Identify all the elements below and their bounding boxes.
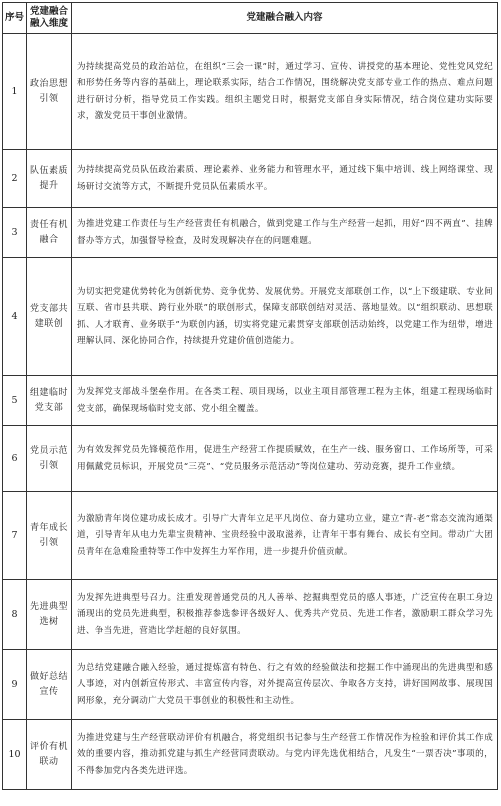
row-dimension: 组建临时党支部 (27, 376, 72, 426)
header-dimension: 党建融合融入维度 (27, 3, 72, 34)
row-content: 为发挥党支部战斗堡垒作用。在各类工程、项目现场，以业主项目部管理工程为主体，组建工程现场临时党支部，确保现场临时党支部、党小组全覆盖。 (72, 376, 498, 426)
row-dimension: 责任有机融合 (27, 208, 72, 258)
row-dimension: 队伍素质提升 (27, 150, 72, 208)
row-num: 10 (3, 720, 27, 790)
table-row (3, 208, 498, 258)
row-dimension: 党员示范引领 (27, 426, 72, 492)
row-content: 为推进党建工作责任与生产经营责任有机融合，做到党建工作与生产经营一起抓，用好“四不两直”、挂牌督办等方式，加强督导检查，及时发现解决存在的问题难题。 (72, 208, 498, 258)
row-content: 为激励青年岗位建功成长成才。引导广大青年立足平凡岗位、奋力建功立业，建立“青-老”常态交流沟通渠道，引导青年从电力先辈宝贵精神、宝贵经验中汲取滋养，让青年干事有舞台、成长有空间。带动广大团员青年在急难险重特等工作中发挥生力军作用，进一步提升价值贡献。 (72, 492, 498, 580)
table-row (3, 720, 498, 790)
table-row (3, 150, 498, 208)
row-dimension: 先进典型选树 (27, 580, 72, 650)
row-dimension: 青年成长引领 (27, 492, 72, 580)
table-row (3, 650, 498, 720)
row-content: 为推进党建与生产经营联动评价有机融合，将党组织书记参与生产经营工作情况作为检验和评价其工作成效的重要内容，推动抓党建与抓生产经营同责联动。与党内评先选优相结合，凡发生“一票否决”事项的，不得参加党内各类先进评选。 (72, 720, 498, 790)
row-dimension: 政治思想引领 (27, 34, 72, 150)
row-num: 8 (3, 580, 27, 650)
row-num: 9 (3, 650, 27, 720)
row-dimension: 做好总结宣传 (27, 650, 72, 720)
table-row (3, 34, 498, 150)
header-content: 党建融合融入内容 (72, 3, 498, 34)
row-num: 3 (3, 208, 27, 258)
header-row (3, 3, 498, 34)
row-content: 为持续提高党员队伍政治素质、理论素养、业务能力和管理水平，通过线下集中培训、线上网络课堂、现场研讨交流等方式，不断提升党员队伍素质水平。 (72, 150, 498, 208)
table-row (3, 376, 498, 426)
header-num: 序号 (3, 3, 27, 34)
table-row (3, 426, 498, 492)
row-num: 1 (3, 34, 27, 150)
table-row (3, 258, 498, 376)
row-content: 为有效发挥党员先锋模范作用，促进生产经营工作提质赋效，在生产一线、服务窗口、工作场所等，可采用佩戴党员标识，开展党员“三亮”、“党员服务示范活动”等岗位建功、劳动竞赛，提升工作业绩。 (72, 426, 498, 492)
table-row (3, 580, 498, 650)
row-num: 7 (3, 492, 27, 580)
row-num: 2 (3, 150, 27, 208)
table-row (3, 492, 498, 580)
row-content: 为发挥先进典型号召力。注重发现普通党员的凡人善举、挖掘典型党员的感人事迹，广泛宣传在职工身边涌现出的党员先进典型，积极推荐参选参评各级好人、优秀共产党员、先进工作者，激励职工群众学习先进、争当先进，营造比学赶超的良好氛围。 (72, 580, 498, 650)
row-content: 为持续提高党员的政治站位，在组织“三会一课”时，通过学习、宣传、讲授党的基本理论、党性党风党纪和形势任务等内容的基础上，理论联系实际，结合工作情况，围绕解决党支部专业工作的热点、难点问题进行研讨分析，指导党员工作实践。组织主题党日时，根据党支部自身实际情况，结合岗位建功实际要求，激发党员干事创业激情。 (72, 34, 498, 150)
row-num: 5 (3, 376, 27, 426)
integration-table (2, 2, 498, 790)
row-dimension: 党支部共建联创 (27, 258, 72, 376)
row-content: 为总结党建融合融入经验，通过提炼富有特色、行之有效的经验做法和挖掘工作中涌现出的先进典型和感人事迹，对内创新宣传形式、丰富宣传内容，对外提高宣传层次、争取各方支持，讲好国网故事、展现国网形象，充分调动广大党员干事创业的积极性和主动性。 (72, 650, 498, 720)
row-content: 为切实把党建优势转化为创新优势、竞争优势、发展优势。开展党支部联创工作，以“上下级建联、专业间互联、省市县共联、跨行业外联”的联创形式，保障支部联创结对灵活、落地显效。以“组织联动、思想联抓、人才联育、业务联手”为联创内涵，切实将党建元素贯穿支部联创活动始终，以党建工作为纽带，增进理解认同、深化协同合作，持续提升党建价值创造能力。 (72, 258, 498, 376)
row-num: 6 (3, 426, 27, 492)
row-dimension: 评价有机联动 (27, 720, 72, 790)
row-num: 4 (3, 258, 27, 376)
